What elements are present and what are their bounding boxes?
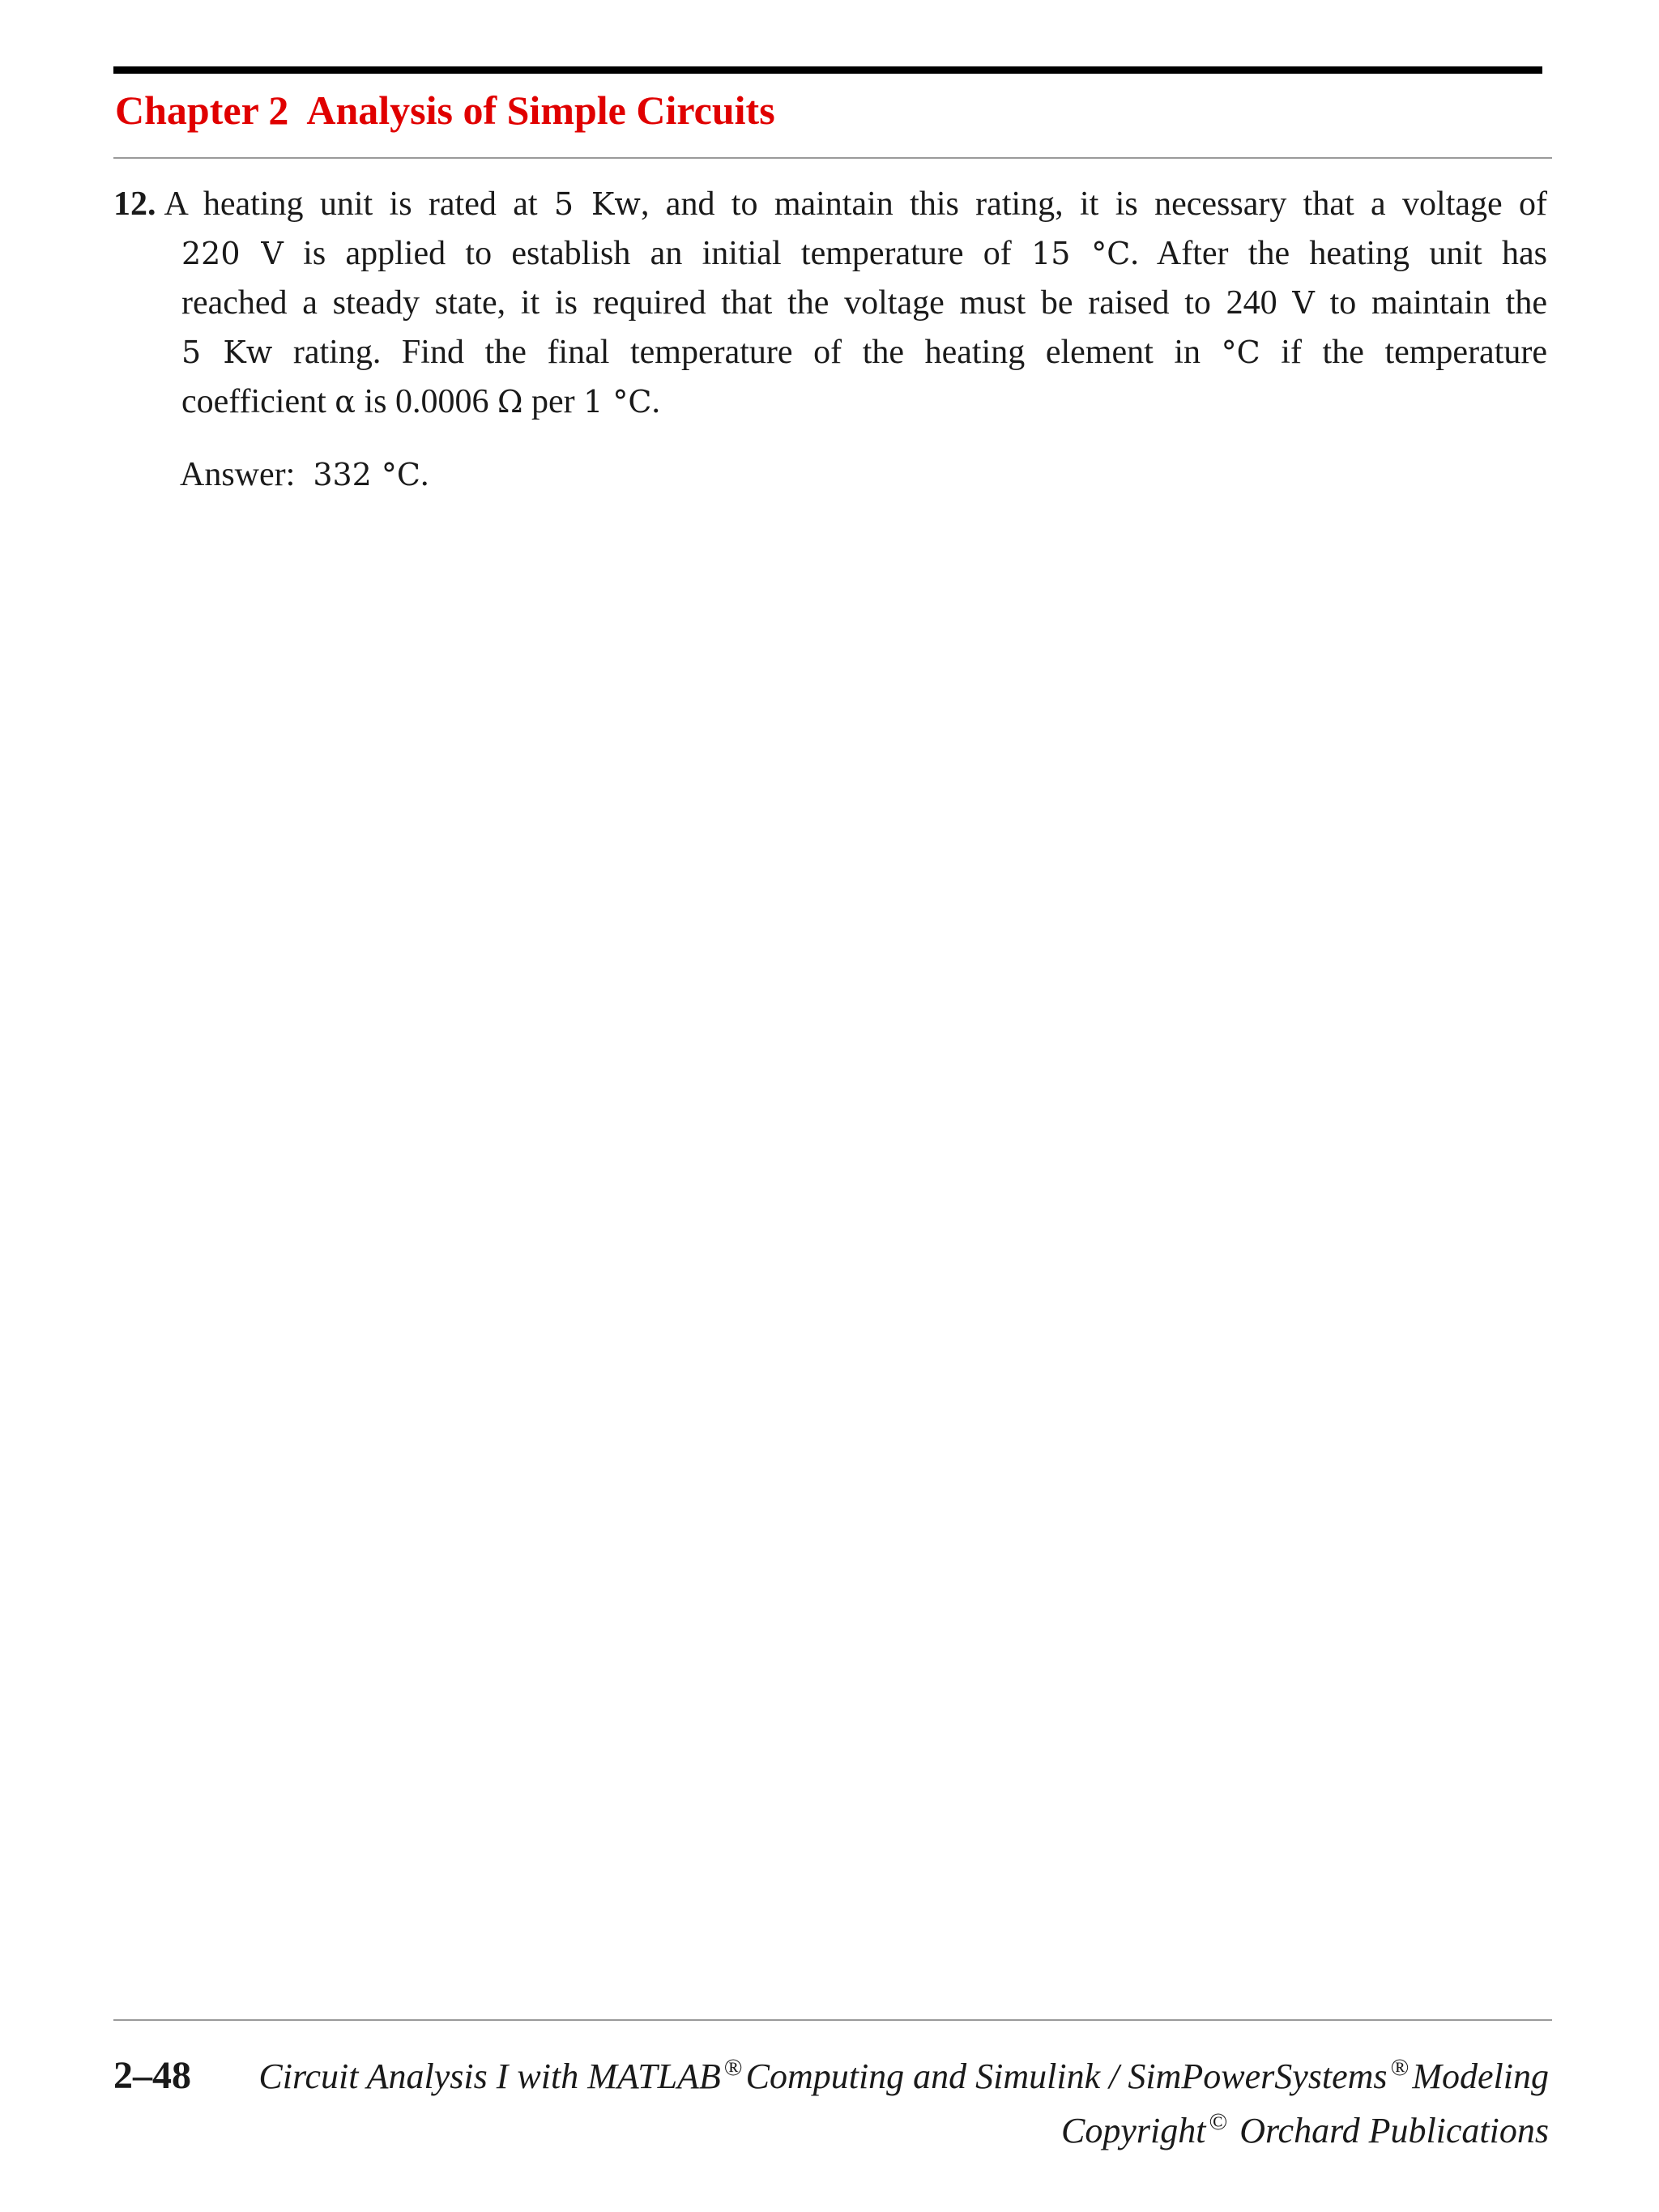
registered-mark: ® <box>1390 2054 1410 2081</box>
problem-line <box>113 328 1547 377</box>
math-voltage-unit: V <box>1292 285 1315 321</box>
problem-line <box>113 229 1547 279</box>
problem-text: . <box>651 383 660 420</box>
problem-text: is 0.0006 <box>355 383 497 420</box>
problem-text: , and to maintain this rating, it is necessary that a voltage of <box>640 185 1547 223</box>
problem-text: reached a steady state, it is required that the voltage must be raised to 240 <box>181 284 1293 322</box>
problem-text: if the temperature <box>1260 334 1547 371</box>
math-power: 5 Kw <box>181 335 273 370</box>
math-temperature: 15 °C <box>1031 236 1131 271</box>
math-temperature: 1 °C <box>583 384 652 420</box>
problem-line <box>113 180 1547 229</box>
problem-text: per <box>522 383 584 420</box>
header-divider <box>113 157 1552 159</box>
answer-label: Answer: <box>180 456 296 493</box>
book-title <box>258 2052 1549 2102</box>
chapter-heading <box>115 81 775 139</box>
top-rule <box>113 66 1542 74</box>
problem-text: coefficient <box>181 383 335 420</box>
problem-text: . After the heating unit has <box>1130 235 1547 272</box>
page-number: 2–48 <box>113 2054 191 2097</box>
answer-value: 332 °C <box>313 457 420 492</box>
math-ohm: Ω <box>497 384 523 420</box>
copyright-label: Copyright <box>1061 2111 1206 2150</box>
math-voltage: 220 V <box>181 236 284 271</box>
chapter-title: Analysis of Simple Circuits <box>306 87 775 133</box>
math-alpha: α <box>335 384 356 420</box>
problem-text: is applied to establish an initial temperature of <box>283 235 1032 272</box>
registered-mark: ® <box>723 2054 743 2081</box>
problem-line <box>113 279 1547 328</box>
answer <box>180 450 429 500</box>
problem-number: 12. <box>113 185 156 223</box>
problem-text: rating. Find the final temperature of the heating element in <box>272 334 1222 371</box>
problem-text: A heating unit is rated at <box>164 185 554 223</box>
footer-divider <box>113 2019 1552 2021</box>
book-title-part: Computing and Simulink / SimPowerSystems <box>745 2056 1388 2096</box>
book-title-part: Modeling <box>1412 2056 1549 2096</box>
problem-12 <box>113 180 1547 427</box>
publisher: Orchard Publications <box>1239 2111 1549 2150</box>
problem-text: to maintain the <box>1314 284 1547 322</box>
problem-line <box>113 377 1547 427</box>
math-power: 5 Kw <box>553 186 641 222</box>
copyright-mark: © <box>1209 2108 1228 2135</box>
chapter-number: Chapter 2 <box>115 87 289 133</box>
answer-suffix: . <box>420 456 429 493</box>
copyright-line <box>1061 2106 1549 2156</box>
math-unit: °C <box>1221 335 1260 370</box>
book-title-part: Circuit Analysis I with MATLAB <box>258 2056 721 2096</box>
